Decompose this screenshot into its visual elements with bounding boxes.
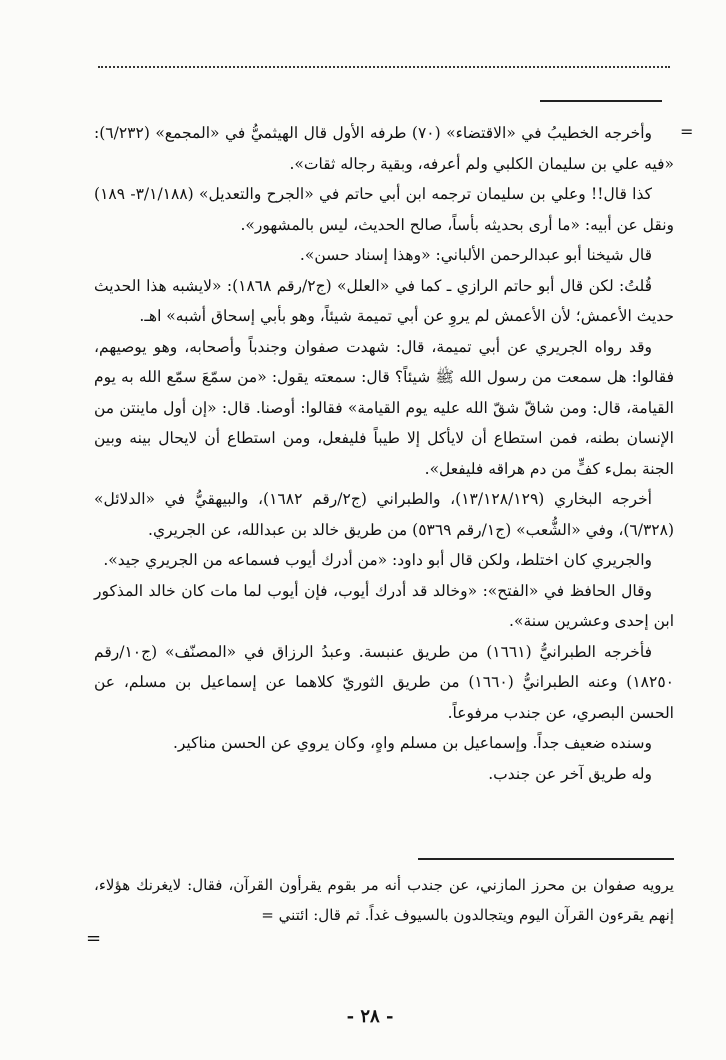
footnote-text: يرويه صفوان بن محرز المازني، عن جندب أنه مر بقوم يقرأون القرآن، فقال: لايغرنك هؤلاء، إنهم يقرءون القرآن اليوم ويتجالدون بالسيوف غداً. ثم قال: ائتني = <box>94 876 674 924</box>
paragraph: أخرجه البخاري (١٣/١٢٨/١٢٩)، والطبراني (ج٢/رقم ١٦٨٢)، والبيهقيُّ في «الدلائل» (٦/٣٢٨)، وفي «الشُّعب» (ج١/رقم ٥٣٦٩) من طريق خالد بن عبدالله، عن الجريري. <box>94 490 674 539</box>
paragraph: والجريري كان اختلط، ولكن قال أبو داود: «من أدرك أيوب فسماعه من الجريري جيد». <box>103 551 652 569</box>
paragraph: وله طريق آخر عن جندب. <box>488 764 652 783</box>
main-text <box>94 118 674 789</box>
paragraph: وسنده ضعيف جداً. وإسماعيل بن مسلم واهٍ، وكان يروي عن الحسن مناكير. <box>172 734 652 752</box>
page-number: - ٢٨ - <box>346 1006 394 1027</box>
paragraph: قُلتُ: لكن قال أبو حاتم الرازي ـ كما في «العلل» (ج٢/رقم ١٨٦٨): «لايشبه هذا الحديث حديث الأعمش؛ لأن الأعمش لم يروِ عن أبي تميمة شيئاً، وهو بأبي إسحاق أشبه» اهـ. <box>94 276 674 325</box>
paragraph: فأخرجه الطبرانيُّ (١٦٦١) من طريق عنبسة. وعبدُ الرزاق في «المصنّف» (ج١٠/رقم ١٨٢٥٠) وعنه الطبرانيُّ (١٦٦٠) من طريق الثوريّ كلاهما عن إسماعيل بن مسلم، عن الحسن البصري، عن جندب مرفوعاً. <box>94 642 674 722</box>
continuation-mark-right: = <box>680 122 694 141</box>
paragraph: قال شيخنا أبو عبدالرحمن الألباني: «وهذا إسناد حسن». <box>299 246 652 264</box>
top-rule <box>540 100 662 102</box>
top-dotted-separator <box>98 66 670 68</box>
paragraph: وقد رواه الجريري عن أبي تميمة، قال: شهدت صفوان وجندباً وأصحابه، وهو يوصيهم، فقالوا: هل سمعت من رسول الله ﷺ شيئاً؟ قال: سمعته يقول: «من سمّعَ سمّع الله به يوم القيامة، قال: ومن شاقّ شقّ الله عليه يوم القيامة» فقالوا: أوصنا. قال: «إن أول ماينتن من الإنسان بطنه، فمن استطاع أن لايأكل إلا طيباً فليفعل، ومن استطاع أن لايحال بينه وبين الجنة بملء كفٍّ من دم هراقه فليفعل». <box>94 337 674 478</box>
continuation-mark-left: = <box>86 928 102 949</box>
footnote-separator <box>418 858 674 860</box>
paragraph: وقال الحافظ في «الفتح»: «وخالد قد أدرك أيوب، فإن أيوب لما مات كان خالد المذكور ابن إحدى وعشرين سنة». <box>94 581 674 630</box>
paragraph: وأخرجه الخطيبُ في «الاقتضاء» (٧٠) طرفه الأول قال الهيثميُّ في «المجمع» (٦/٢٣٢): «فيه علي بن سليمان الكلبي ولم أعرفه، وبقية رجاله ثقات». <box>94 124 674 173</box>
paragraph: كذا قال!! وعلي بن سليمان ترجمه ابن أبي حاتم في «الجرح والتعديل» (٣/١/١٨٨- ١٨٩) ونقل عن أبيه: «ما أرى بحديثه بأساً، صالح الحديث، ليس بالمشهور». <box>94 185 674 234</box>
